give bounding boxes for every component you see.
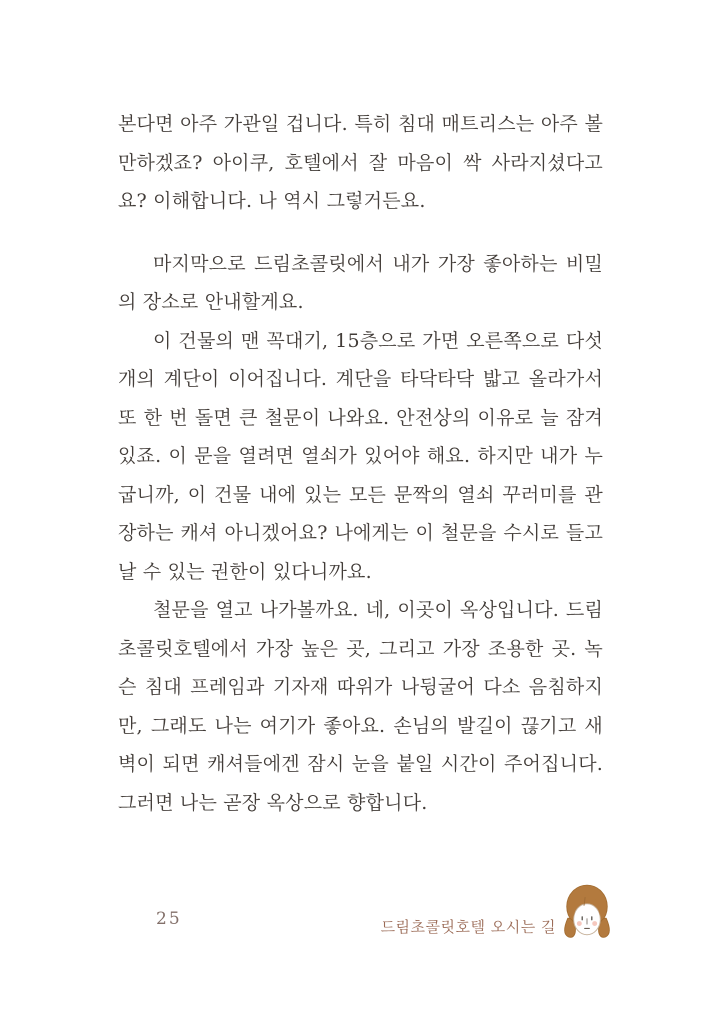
- running-title: 드림초콜릿호텔 오시는 길: [380, 918, 556, 936]
- body-paragraph: 마지막으로 드림초콜릿에서 내가 가장 좋아하는 비밀의 장소로 안내할게요.: [118, 252, 603, 313]
- body-paragraph: 이 건물의 맨 꼭대기, 15층으로 가면 오른쪽으로 다섯 개의 계단이 이어집니다. 계단을 타닥타닥 밟고 올라가서 또 한 번 돌면 큰 철문이 나와요. 안전상의 이유로 늘 잠겨 있죠. 이 문을 열려면 열쇠가 있어야 해요. 하지만 내가 누굽니까, 이 건물 내에 있는 모든 문짝의 열쇠 꾸러미를 관장하는 캐셔 아니겠어요? 나에게는 이 철문을 수시로 들고날 수 있는 권한이 있다니까요.: [118, 329, 603, 583]
- page-number: 25: [156, 909, 182, 929]
- page-body: [118, 105, 603, 822]
- woman-face-icon: [560, 883, 614, 947]
- body-paragraph: 철문을 열고 나가볼까요. 네, 이곳이 옥상입니다. 드림초콜릿호텔에서 가장 높은 곳, 그리고 가장 조용한 곳. 녹슨 침대 프레임과 기자재 따위가 나뒹굴어 다소 음침하지만, 그래도 나는 여기가 좋아요. 손님의 발길이 끊기고 새벽이 되면 캐셔들에겐 잠시 눈을 붙일 시간이 주어집니다. 그러면 나는 곧장 옥상으로 향합니다.: [118, 599, 603, 814]
- body-paragraph: 본다면 아주 가관일 겁니다. 특히 침대 매트리스는 아주 볼 만하겠죠? 아이쿠, 호텔에서 잘 마음이 싹 사라지셨다고요? 이해합니다. 나 역시 그렇거든요.: [118, 113, 603, 212]
